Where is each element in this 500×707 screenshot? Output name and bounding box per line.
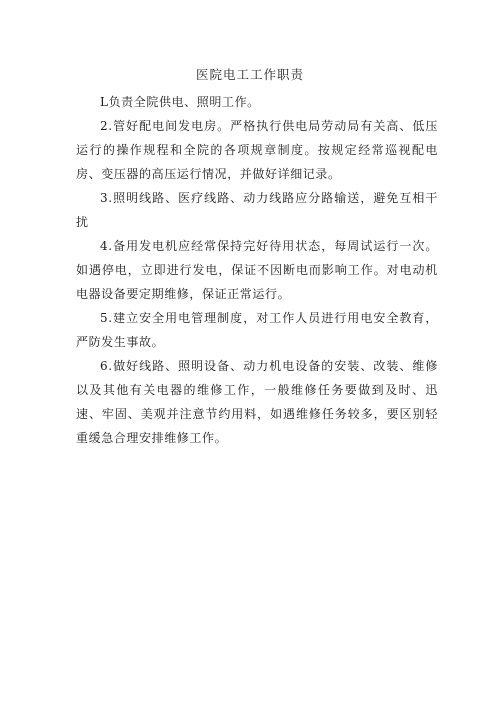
duty-item-2: 2.管好配电间发电房。严格执行供电局劳动局有关高、低压运行的操作规程和全院的各项规章制度。按规定经常巡视配电房、变压器的高压运行情况，并做好详细记录。 [76,119,438,181]
duty-item-1: L负责全院供电、照明工作。 [100,95,260,109]
duty-item-3: 3.照明线路、医疗线路、动力线路应分路输送，避免互相干扰 [76,191,438,229]
document-body [76,90,438,450]
duty-item-5: 5.建立安全用电管理制度，对工作人员进行用电安全教育，严防发生事故。 [76,311,438,349]
document-title: 医院电工工作职责 [195,67,304,82]
duty-item-6: 6.做好线路、照明设备、动力机电设备的安装、改装、维修以及其他有关电器的维修工作，一般维修任务要做到及时、迅速、牢固、美观并注意节约用料，如遇维修任务较多，要区别轻重缓急合理安排维修工作。 [76,359,438,445]
duty-item-4: 4.备用发电机应经常保持完好待用状态，每周试运行一次。如遇停电，立即进行发电，保证不因断电而影响工作。对电动机电器设备要定期维修，保证正常运行。 [76,239,438,301]
